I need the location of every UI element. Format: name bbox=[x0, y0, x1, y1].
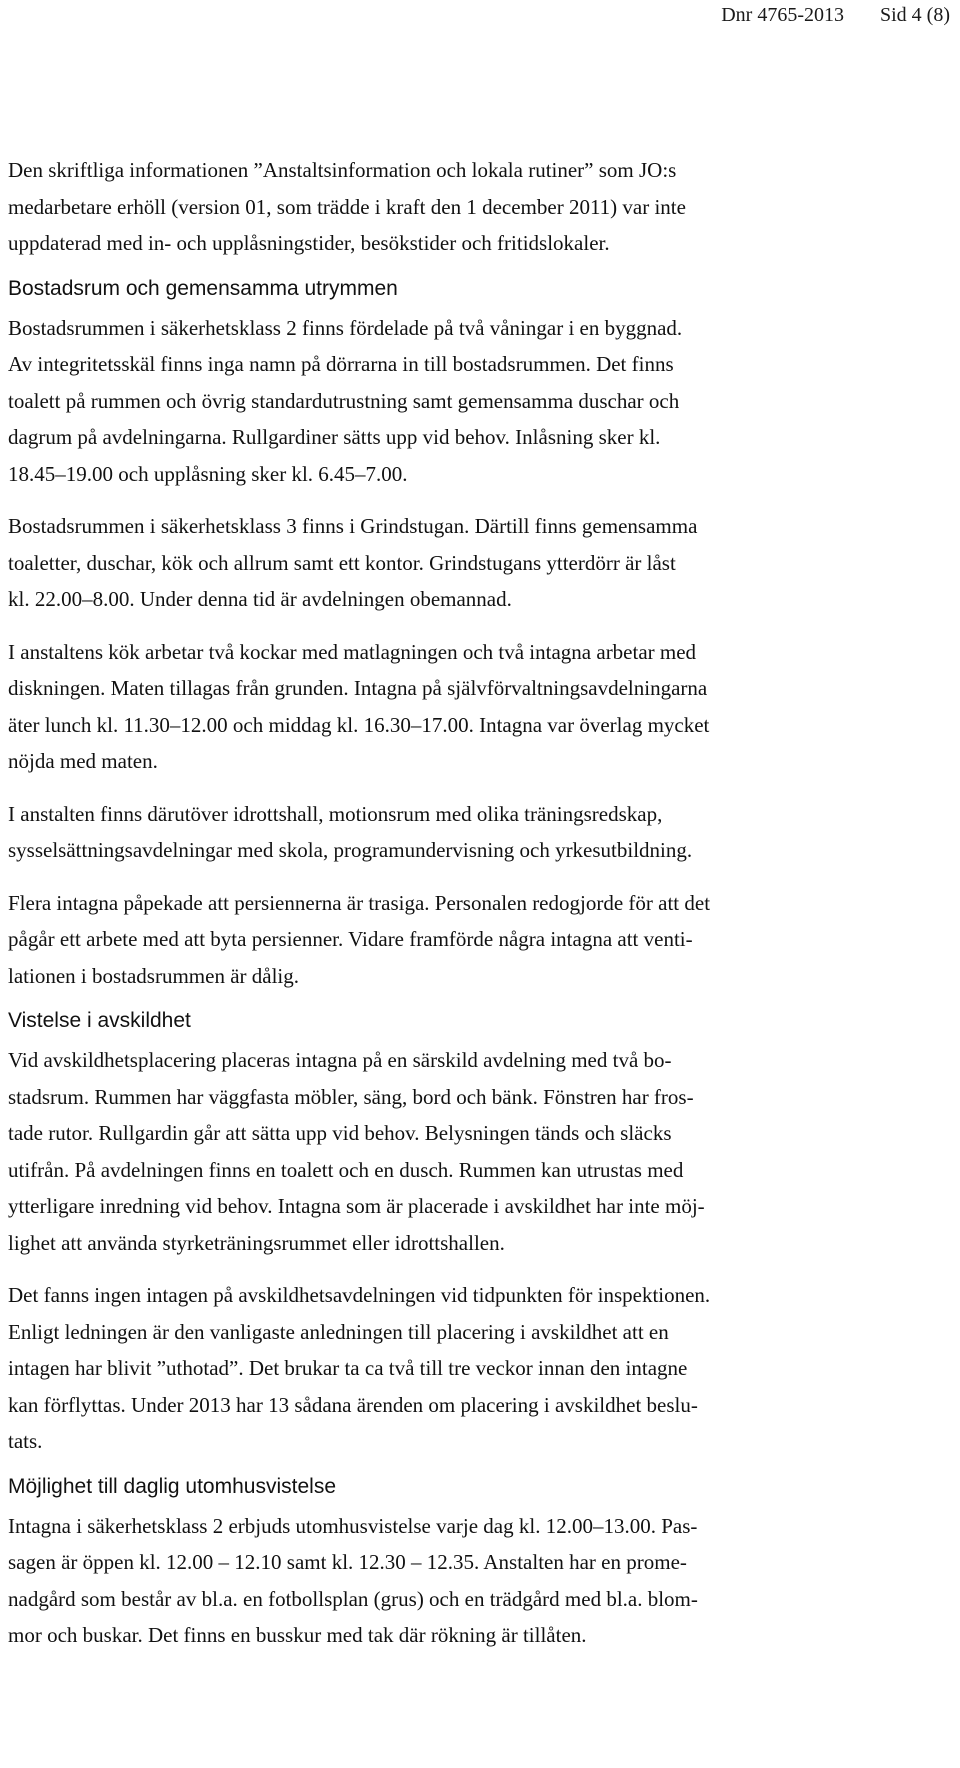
paragraph-avskildhet bbox=[8, 1042, 908, 1261]
text-line: diskningen. Maten tillagas från grunden. Intagna på självförvaltningsavdelningarna bbox=[8, 676, 708, 700]
text-line: lighet att använda styrketräningsrummet eller idrottshallen. bbox=[8, 1230, 505, 1255]
paragraph-intro bbox=[8, 152, 908, 262]
text-line: mor och buskar. Det finns en busskur med tak där rökning är tillåten. bbox=[8, 1623, 587, 1647]
page-number: Sid 4 (8) bbox=[880, 4, 950, 26]
text-line: intagen har blivit ”uthotad”. Det brukar ta ca två till tre veckor innan den intagne bbox=[8, 1356, 688, 1380]
text-line: sagen är öppen kl. 12.00 – 12.10 samt kl. 12.30 – 12.35. Anstalten har en prome- bbox=[8, 1550, 687, 1574]
document-body bbox=[8, 152, 908, 1654]
paragraph-utomhusvistelse bbox=[8, 1508, 908, 1654]
text-line: tats. bbox=[8, 1429, 43, 1453]
text-line: sysselsättningsavdelningar med skola, programundervisning och yrkesutbildning. bbox=[8, 838, 693, 862]
text-line: uppdaterad med in- och upplåsningstider, besökstider och fritidslokaler. bbox=[8, 231, 610, 255]
text-line: I anstalten finns därutöver idrottshall, motionsrum med olika träningsredskap, bbox=[8, 801, 663, 826]
paragraph-bostadsrum-klass2 bbox=[8, 310, 908, 493]
text-line: I anstaltens kök arbetar två kockar med matlagningen och två intagna arbetar med bbox=[8, 639, 697, 664]
text-line: lationen i bostadsrummen är dålig. bbox=[8, 963, 300, 988]
text-line: pågår ett arbete med att byta persienner. Vidare framförde några intagna att venti- bbox=[8, 927, 693, 951]
text-line: 18.45–19.00 och upplåsning sker kl. 6.45–7.00. bbox=[8, 461, 408, 486]
text-line: Den skriftliga informationen ”Anstaltsinformation och lokala rutiner” som JO:s bbox=[8, 158, 677, 182]
text-line: äter lunch kl. 11.30–12.00 och middag kl. 16.30–17.00. Intagna var överlag mycket bbox=[8, 712, 710, 737]
section-heading-avskildhet: Vistelse i avskildhet bbox=[8, 1009, 191, 1032]
text-line: Av integritetsskäl finns inga namn på dörrarna in till bostadsrummen. Det finns bbox=[8, 352, 674, 376]
text-line: Enligt ledningen är den vanligaste anledningen till placering i avskildhet att en bbox=[8, 1319, 669, 1344]
text-line: Det fanns ingen intagen på avskildhetsavdelningen vid tidpunkten för inspektionen. bbox=[8, 1283, 711, 1307]
paragraph-kok bbox=[8, 634, 908, 780]
paragraph-persienner bbox=[8, 885, 908, 995]
case-number: Dnr 4765-2013 bbox=[721, 4, 844, 26]
text-line: ytterligare inredning vid behov. Intagna som är placerade i avskildhet har inte möj- bbox=[8, 1194, 705, 1218]
text-line: Flera intagna påpekade att persiennerna är trasiga. Personalen redogjorde för att det bbox=[8, 890, 711, 915]
text-line: nöjda med maten. bbox=[8, 749, 158, 773]
text-line: dagrum på avdelningarna. Rullgardiner sätts upp vid behov. Inlåsning sker kl. bbox=[8, 425, 661, 449]
text-line: stadsrum. Rummen har väggfasta möbler, säng, bord och bänk. Fönstren har fros- bbox=[8, 1084, 694, 1109]
text-line: utifrån. På avdelningen finns en toalett och en dusch. Rummen kan utrustas med bbox=[8, 1157, 684, 1182]
section-heading-utomhusvistelse: Möjlighet till daglig utomhusvistelse bbox=[8, 1474, 336, 1498]
section-heading-bostadsrum: Bostadsrum och gemensamma utrymmen bbox=[8, 276, 398, 300]
paragraph-avskildhet-inspektion bbox=[8, 1277, 908, 1460]
text-line: medarbetare erhöll (version 01, som trädde i kraft den 1 december 2011) var inte bbox=[8, 194, 686, 219]
text-line: toaletter, duschar, kök och allrum samt ett kontor. Grindstugans ytterdörr är låst bbox=[8, 550, 676, 575]
paragraph-idrott bbox=[8, 796, 908, 869]
text-line: toalett på rummen och övrig standardutrustning samt gemensamma duschar och bbox=[8, 388, 680, 413]
text-line: Bostadsrummen i säkerhetsklass 2 finns fördelade på två våningar i en byggnad. bbox=[8, 315, 683, 340]
text-line: nadgård som består av bl.a. en fotbollsplan (grus) och en trädgård med bl.a. blom- bbox=[8, 1586, 698, 1611]
text-line: kl. 22.00–8.00. Under denna tid är avdelningen obemannad. bbox=[8, 587, 512, 611]
text-line: Intagna i säkerhetsklass 2 erbjuds utomhusvistelse varje dag kl. 12.00–13.00. Pas- bbox=[8, 1513, 698, 1538]
page-header bbox=[721, 2, 950, 28]
text-line: Vid avskildhetsplacering placeras intagna på en särskild avdelning med två bo- bbox=[8, 1048, 672, 1072]
text-line: kan förflyttas. Under 2013 har 13 sådana ärenden om placering i avskildhet beslu- bbox=[8, 1392, 698, 1417]
paragraph-bostadsrum-klass3 bbox=[8, 508, 908, 618]
text-line: tade rutor. Rullgardin går att sätta upp vid behov. Belysningen tänds och släcks bbox=[8, 1121, 672, 1145]
text-line: Bostadsrummen i säkerhetsklass 3 finns i Grindstugan. Därtill finns gemensamma bbox=[8, 514, 698, 538]
